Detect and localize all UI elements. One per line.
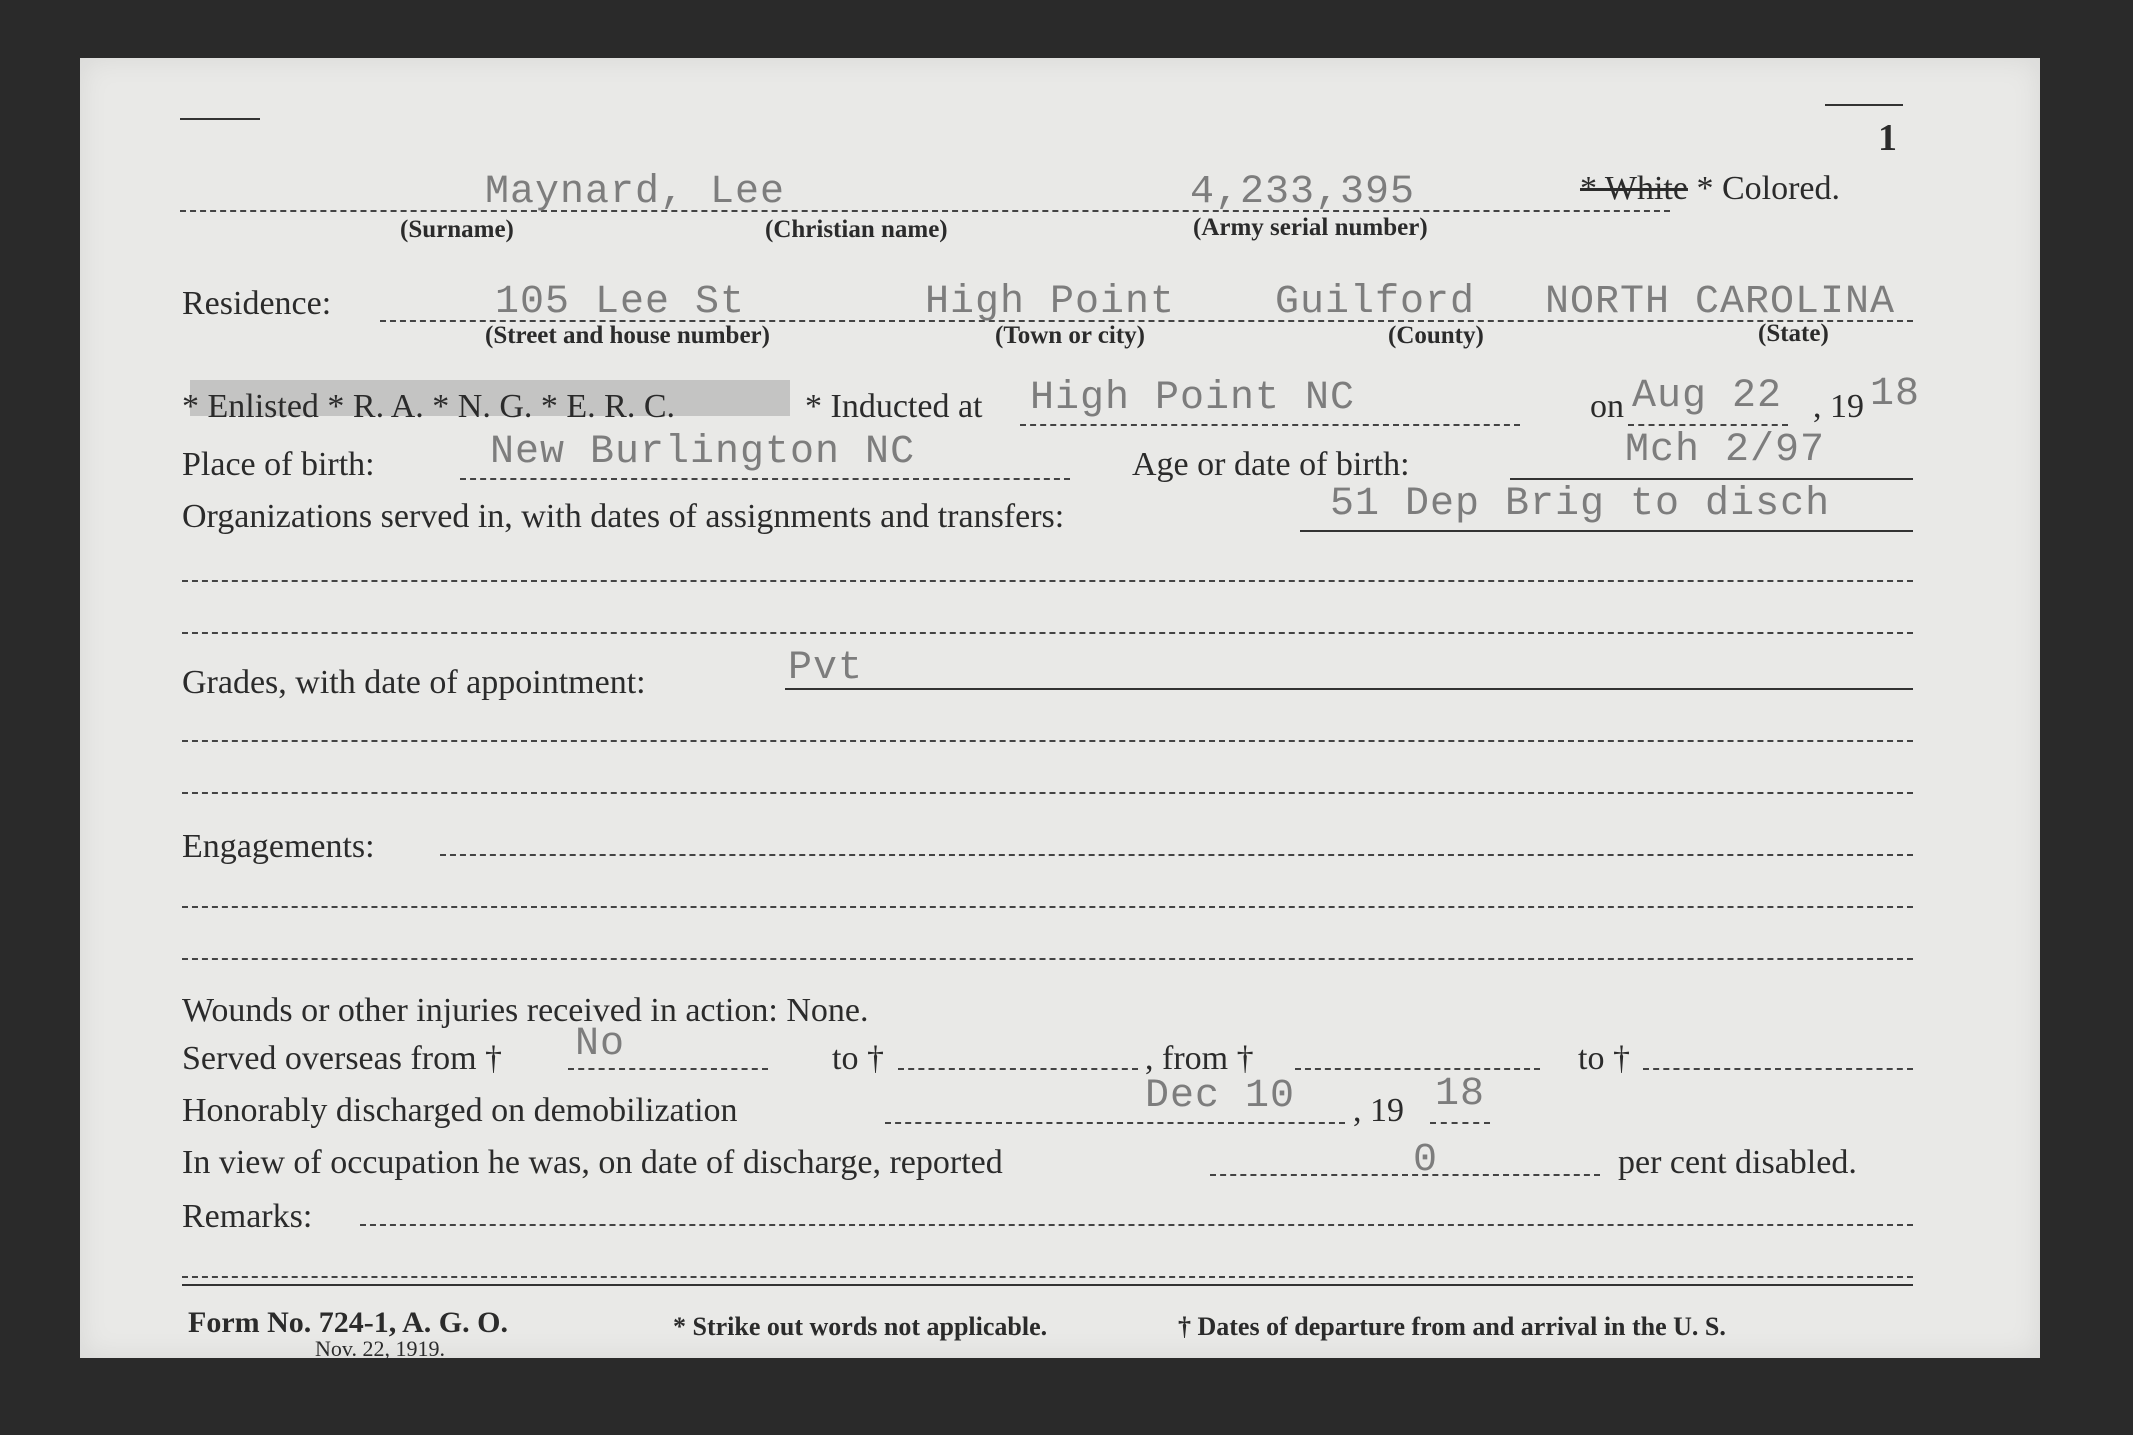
birth-place-line bbox=[460, 478, 1070, 480]
race-white-struck: * White bbox=[1580, 170, 1688, 207]
overseas-to-label-2: to † bbox=[1578, 1040, 1630, 1077]
engagements-line-3 bbox=[182, 958, 1913, 960]
on-label: on bbox=[1590, 388, 1624, 425]
disability-value: 0 bbox=[1413, 1138, 1439, 1183]
enlisted-options: * Enlisted * R. A. * N. G. * E. R. C. bbox=[182, 388, 676, 425]
grades-value: Pvt bbox=[788, 646, 864, 691]
street-value: 105 Lee St bbox=[495, 280, 746, 325]
christian-name-caption: (Christian name) bbox=[765, 216, 948, 243]
county-value: Guilford bbox=[1275, 280, 1476, 325]
surname-caption: (Surname) bbox=[400, 216, 514, 243]
county-caption: (County) bbox=[1388, 322, 1484, 349]
state-value: NORTH CAROLINA bbox=[1545, 280, 1896, 325]
discharge-date-value: Dec 10 bbox=[1145, 1074, 1296, 1119]
city-value: High Point bbox=[925, 280, 1176, 325]
form-number: Form No. 724-1, A. G. O. bbox=[188, 1306, 508, 1339]
birth-place-value: New Burlington NC bbox=[490, 430, 916, 475]
birth-place-label: Place of birth: bbox=[182, 446, 375, 483]
overseas-to-line-1 bbox=[898, 1068, 1138, 1070]
race-colored: * Colored. bbox=[1696, 170, 1841, 207]
overseas-from-line bbox=[568, 1068, 768, 1070]
overseas-from-line-2 bbox=[1295, 1068, 1540, 1070]
organizations-line-1 bbox=[1300, 530, 1913, 532]
overseas-from-value: No bbox=[575, 1022, 626, 1067]
engagements-label: Engagements: bbox=[182, 828, 375, 865]
wounds-label: Wounds or other injuries received in action: None. bbox=[182, 992, 869, 1029]
inducted-line bbox=[1020, 424, 1520, 426]
organizations-line-2 bbox=[182, 580, 1913, 582]
induction-year-prefix: , 19 bbox=[1813, 388, 1864, 425]
remarks-line-1 bbox=[360, 1224, 1913, 1226]
top-left-rule bbox=[180, 118, 260, 120]
percent-disabled-label: per cent disabled. bbox=[1618, 1144, 1857, 1181]
name-value: Maynard, Lee bbox=[485, 170, 786, 215]
inducted-place-value: High Point NC bbox=[1030, 376, 1356, 421]
organizations-value: 51 Dep Brig to disch bbox=[1330, 482, 1831, 527]
engagements-line-2 bbox=[182, 906, 1913, 908]
overseas-to-line-2 bbox=[1643, 1068, 1913, 1070]
name-line bbox=[180, 210, 1670, 212]
overseas-to-label-1: to † bbox=[832, 1040, 884, 1077]
strike-note: * Strike out words not applicable. bbox=[673, 1312, 1048, 1341]
remarks-label: Remarks: bbox=[182, 1198, 313, 1235]
discharge-label: Honorably discharged on demobilization bbox=[182, 1092, 738, 1129]
street-caption: (Street and house number) bbox=[485, 322, 770, 349]
induction-year-value: 18 bbox=[1870, 372, 1921, 417]
overseas-label: Served overseas from † bbox=[182, 1040, 503, 1077]
disability-line bbox=[1210, 1174, 1600, 1176]
town-caption: (Town or city) bbox=[995, 322, 1145, 349]
card-number: 1 bbox=[1878, 117, 1897, 159]
serial-caption: (Army serial number) bbox=[1193, 214, 1428, 241]
serial-number-value: 4,233,395 bbox=[1190, 170, 1416, 215]
discharge-date-line bbox=[885, 1122, 1345, 1124]
discharge-year-line bbox=[1430, 1122, 1490, 1124]
organizations-line-3 bbox=[182, 632, 1913, 634]
discharge-year-value: 18 bbox=[1435, 1072, 1486, 1117]
induction-date-value: Aug 22 bbox=[1632, 374, 1783, 419]
race-options bbox=[1580, 170, 1840, 208]
disability-label: In view of occupation he was, on date of discharge, reported bbox=[182, 1144, 1003, 1181]
top-right-rule bbox=[1825, 104, 1903, 106]
form-date: Nov. 22, 1919. bbox=[315, 1336, 445, 1361]
residence-label: Residence: bbox=[182, 285, 332, 322]
birth-date-value: Mch 2/97 bbox=[1625, 428, 1826, 473]
age-line bbox=[1510, 478, 1913, 480]
record-card bbox=[80, 58, 2040, 1361]
remarks-line-3 bbox=[182, 1284, 1913, 1286]
inducted-label: * Inducted at bbox=[805, 388, 983, 425]
dates-note: † Dates of departure from and arrival in the U. S. bbox=[1178, 1312, 1726, 1341]
organizations-label: Organizations served in, with dates of assignments and transfers: bbox=[182, 498, 1065, 535]
remarks-line-2 bbox=[182, 1276, 1913, 1278]
discharge-year-prefix: , 19 bbox=[1353, 1092, 1404, 1129]
engagements-line-1 bbox=[440, 854, 1913, 856]
grades-line-3 bbox=[182, 792, 1913, 794]
grades-line-2 bbox=[182, 740, 1913, 742]
age-label: Age or date of birth: bbox=[1132, 446, 1410, 483]
overseas-from-label-2: , from † bbox=[1145, 1040, 1254, 1077]
grades-line-1 bbox=[785, 688, 1913, 690]
grades-label: Grades, with date of appointment: bbox=[182, 664, 646, 701]
induction-date-line bbox=[1628, 424, 1788, 426]
state-caption: (State) bbox=[1758, 320, 1829, 347]
